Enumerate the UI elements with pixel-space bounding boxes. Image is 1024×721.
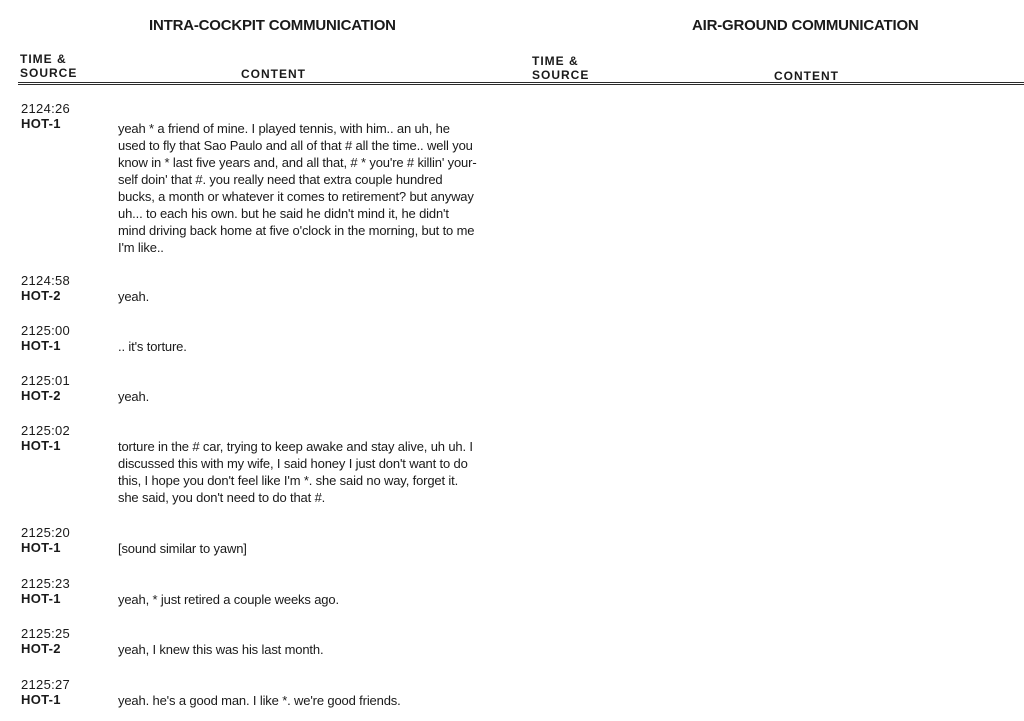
content-line: mind driving back home at five o'clock in the morning, but to me (118, 223, 475, 238)
entry-timestamp (21, 525, 70, 555)
entry-time: 2125:00 (21, 323, 71, 338)
content-line: yeah, I knew this was his last month. (118, 642, 324, 657)
entry-content (118, 388, 558, 405)
entry-source: HOT-1 (21, 540, 61, 555)
entry-timestamp (21, 677, 70, 707)
entry-content (118, 288, 558, 305)
entry-source: HOT-1 (21, 692, 61, 707)
content-line: torture in the # car, trying to keep awake and stay alive, uh uh. I (118, 439, 473, 454)
time-header-line: TIME & (532, 54, 579, 68)
entry-time: 2125:23 (21, 576, 71, 591)
content-line: .. it's torture. (118, 339, 187, 354)
entry-content (118, 540, 558, 557)
entry-time: 2125:01 (21, 373, 71, 388)
entry-content (118, 591, 558, 608)
entry-time: 2125:27 (21, 677, 71, 692)
content-header-left: CONTENT (241, 67, 306, 81)
entry-timestamp (21, 626, 70, 656)
entry-source: HOT-1 (21, 116, 61, 131)
entry-timestamp (21, 423, 70, 453)
source-header-line: SOURCE (20, 66, 78, 80)
entry-source: HOT-2 (21, 388, 61, 403)
content-line: yeah. he's a good man. I like *. we're good friends. (118, 693, 401, 708)
entry-source: HOT-1 (21, 591, 61, 606)
entry-time: 2124:58 (21, 273, 71, 288)
entry-content (118, 338, 558, 355)
entry-content (118, 641, 558, 658)
source-header-line: SOURCE (532, 68, 590, 82)
content-line: this, I hope you don't feel like I'm *. she said no way, forget it. (118, 473, 459, 488)
content-line: I'm like.. (118, 240, 164, 255)
air-ground-section-title: AIR-GROUND COMMUNICATION (692, 17, 919, 34)
entry-source: HOT-2 (21, 288, 61, 303)
entry-timestamp (21, 373, 70, 403)
content-line: yeah, * just retired a couple weeks ago. (118, 592, 339, 607)
entry-source: HOT-1 (21, 338, 61, 353)
content-line: bucks, a month or whatever it comes to retirement? but anyway (118, 189, 474, 204)
content-line: self doin' that #. you really need that extra couple hundred (118, 172, 443, 187)
content-line: know in * last five years and, and all that, # * you're # killin' your- (118, 155, 477, 170)
entry-time: 2125:20 (21, 525, 71, 540)
entry-content (118, 692, 558, 709)
entry-timestamp (21, 576, 70, 606)
intra-cockpit-section-title: INTRA-COCKPIT COMMUNICATION (149, 17, 396, 34)
entry-timestamp (21, 101, 70, 131)
content-line: yeah. (118, 289, 150, 304)
content-line: yeah * a friend of mine. I played tennis, with him.. an uh, he (118, 121, 450, 136)
time-source-header-right (532, 54, 589, 82)
entry-time: 2125:25 (21, 626, 71, 641)
entry-time: 2125:02 (21, 423, 71, 438)
content-line: uh... to each his own. but he said he didn't mind it, he didn't (118, 206, 449, 221)
content-line: used to fly that Sao Paulo and all of that # all the time.. well you (118, 138, 473, 153)
entry-timestamp (21, 323, 70, 353)
content-line: she said, you don't need to do that #. (118, 490, 326, 505)
entry-source: HOT-1 (21, 438, 61, 453)
entry-timestamp (21, 273, 70, 303)
entry-content (118, 120, 558, 256)
time-source-header-left (20, 52, 77, 80)
content-line: [sound similar to yawn] (118, 541, 247, 556)
content-line: discussed this with my wife, I said honey I just don't want to do (118, 456, 468, 471)
entry-time: 2124:26 (21, 101, 71, 116)
content-line: yeah. (118, 389, 150, 404)
time-header-line: TIME & (20, 52, 67, 66)
entry-content (118, 438, 558, 506)
header-divider (18, 82, 1024, 85)
content-header-right: CONTENT (774, 69, 839, 83)
entry-source: HOT-2 (21, 641, 61, 656)
